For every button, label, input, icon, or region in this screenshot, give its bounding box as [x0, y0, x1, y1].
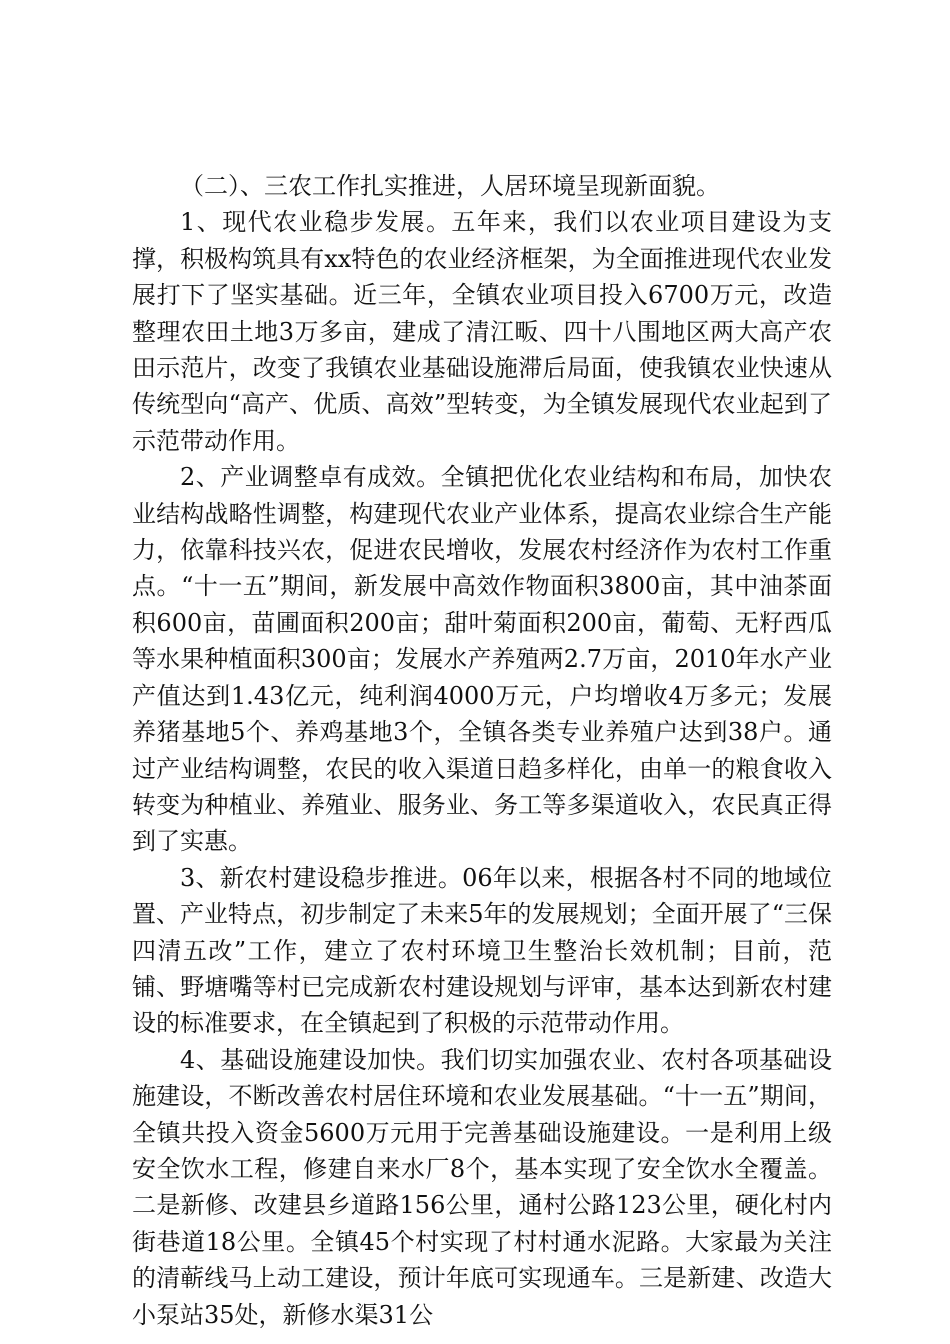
document-body [132, 168, 832, 1333]
paragraph-industry-adjustment: 2、产业调整卓有成效。全镇把优化农业结构和布局，加快农业结构战略性调整，构建现代农业产业体系，提高农业综合生产能力，依靠科技兴农，促进农民增收，发展农村经济作为农村工作重点。“十一五”期间，新发展中高效作物面积3800亩，其中油茶面积600亩，苗圃面积200亩；甜叶菊面积200亩，葡萄、无籽西瓜等水果种植面积300亩；发展水产养殖两2.7万亩，2010年水产业产值达到1.43亿元，纯利润4000万元，户均增收4万多元；发展养猪基地5个、养鸡基地3个，全镇各类专业养殖户达到38户。通过产业结构调整，农民的收入渠道日趋多样化，由单一的粮食收入转变为种植业、养殖业、服务业、务工等多渠道收入，农民真正得到了实惠。 [132, 463, 832, 856]
section-heading: （二）、三农工作扎实推进，人居环境呈现新面貌。 [180, 172, 720, 200]
paragraph-modern-agriculture: 1、现代农业稳步发展。五年来，我们以农业项目建设为支撑，积极构筑具有xx特色的农业经济框架，为全面推进现代农业发展打下了坚实基础。近三年，全镇农业项目投入6700万元，改造整理农田土地3万多亩，建成了清江畈、四十八围地区两大高产农田示范片，改变了我镇农业基础设施滞后局面，使我镇农业快速从传统型向“高产、优质、高效”型转变，为全镇发展现代农业起到了示范带动作用。 [132, 208, 832, 455]
paragraph-new-countryside: 3、新农村建设稳步推进。06年以来，根据各村不同的地域位置、产业特点，初步制定了未来5年的发展规划；全面开展了“三保四清五改”工作，建立了农村环境卫生整治长效机制；目前，范铺、野塘嘴等村已完成新农村建设规划与评审，基本达到新农村建设的标准要求，在全镇起到了积极的示范带动作用。 [132, 863, 832, 1038]
paragraph-infrastructure: 4、基础设施建设加快。我们切实加强农业、农村各项基础设施建设，不断改善农村居住环境和农业发展基础。“十一五”期间，全镇共投入资金5600万元用于完善基础设施建设。一是利用上级安全饮水工程，修建自来水厂8个，基本实现了安全饮水全覆盖。二是新修、改建县乡道路156公里，通村公路123公里，硬化村内街巷道18公里。全镇45个村实现了村村通水泥路。大家最为关注的清蕲线马上动工建设，预计年底可实现通车。三是新建、改造大小泵站35处，新修水渠31公 [132, 1045, 832, 1329]
